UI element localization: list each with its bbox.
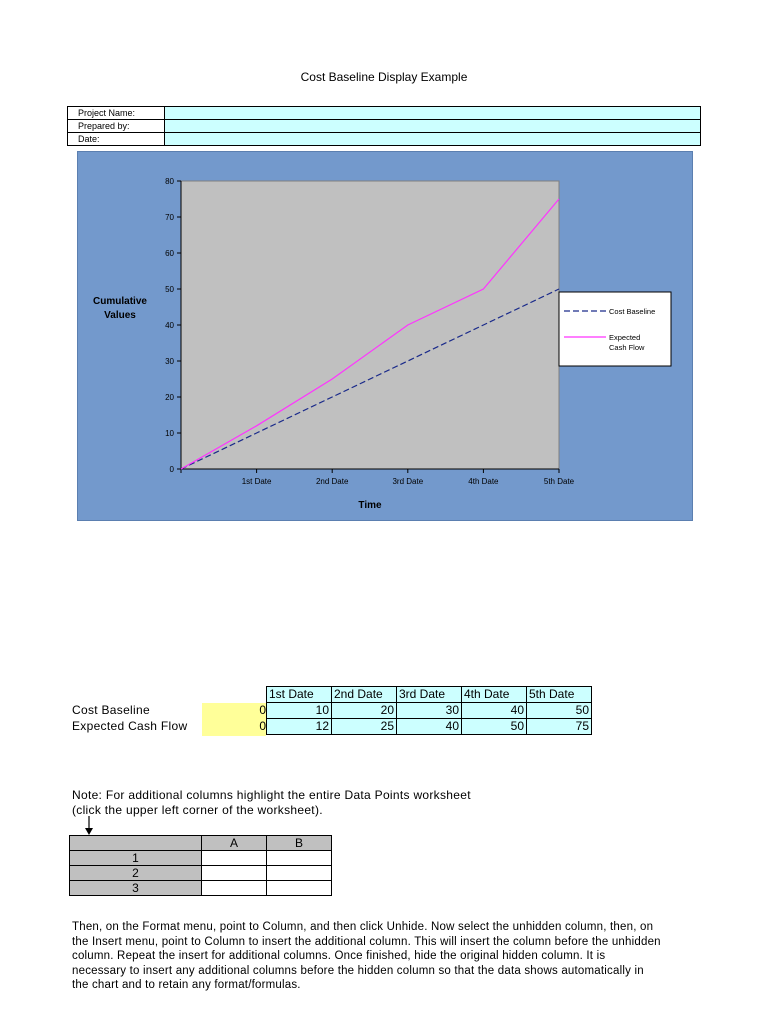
x-tick-label: 4th Date xyxy=(468,477,499,486)
y-tick-label: 0 xyxy=(169,465,174,474)
x-tick-label: 5th Date xyxy=(543,477,575,486)
cost-baseline-row-label: Cost Baseline xyxy=(72,703,150,717)
y-tick-label: 70 xyxy=(165,213,174,222)
sheet-cell[interactable] xyxy=(267,881,332,896)
date-label: Date: xyxy=(68,133,165,146)
sheet-cell[interactable] xyxy=(202,881,267,896)
legend-label-1-line2: Cash Flow xyxy=(609,343,645,352)
row-header[interactable]: 1 xyxy=(70,851,202,866)
prepared-by-field[interactable] xyxy=(165,120,701,133)
data-cell[interactable]: 30 xyxy=(397,703,462,719)
page-title: Cost Baseline Display Example xyxy=(300,70,468,84)
sheet-cell[interactable] xyxy=(267,866,332,881)
data-cell[interactable]: 40 xyxy=(462,703,527,719)
data-cell[interactable]: 75 xyxy=(527,719,592,735)
column-header-b[interactable]: B xyxy=(267,836,332,851)
sheet-cell[interactable] xyxy=(202,851,267,866)
data-cell[interactable]: 10 xyxy=(267,703,332,719)
project-name-field[interactable] xyxy=(165,107,701,120)
select-all-corner[interactable] xyxy=(70,836,202,851)
sheet-cell[interactable] xyxy=(202,866,267,881)
worksheet-illustration xyxy=(69,835,332,896)
legend-box xyxy=(559,292,671,366)
sheet-cell[interactable] xyxy=(267,851,332,866)
legend-label-0: Cost Baseline xyxy=(609,307,656,316)
header-cell[interactable]: 4th Date xyxy=(462,687,527,703)
project-name-label: Project Name: xyxy=(68,107,165,120)
column-header-a[interactable]: A xyxy=(202,836,267,851)
data-cell[interactable]: 50 xyxy=(527,703,592,719)
note-line-1: Note: For additional columns highlight the entire Data Points worksheet xyxy=(72,788,471,802)
project-info-table xyxy=(67,106,701,146)
header-cell[interactable]: 2nd Date xyxy=(332,687,397,703)
y-tick-label: 30 xyxy=(165,357,174,366)
y-tick-label: 10 xyxy=(165,429,174,438)
data-cell[interactable]: 12 xyxy=(267,719,332,735)
expected-cash-flow-row-label: Expected Cash Flow xyxy=(72,719,188,733)
note-line-2: (click the upper left corner of the worksheet). xyxy=(72,803,323,817)
header-cell[interactable]: 1st Date xyxy=(267,687,332,703)
data-cell[interactable]: 25 xyxy=(332,719,397,735)
y-axis-label: Cumulative xyxy=(93,296,147,307)
prepared-by-label: Prepared by: xyxy=(68,120,165,133)
y-tick-label: 20 xyxy=(165,393,174,402)
header-cell[interactable]: 3rd Date xyxy=(397,687,462,703)
cost-baseline-zero[interactable]: 0 xyxy=(259,703,266,717)
data-cell[interactable]: 50 xyxy=(462,719,527,735)
y-tick-label: 40 xyxy=(165,321,174,330)
x-axis-label: Time xyxy=(358,500,382,511)
y-tick-label: 60 xyxy=(165,249,174,258)
expected-cash-flow-zero[interactable]: 0 xyxy=(259,719,266,733)
date-field[interactable] xyxy=(165,133,701,146)
data-cell[interactable]: 40 xyxy=(397,719,462,735)
y-tick-label: 80 xyxy=(165,177,174,186)
x-tick-label: 1st Date xyxy=(241,477,272,486)
data-cell[interactable]: 20 xyxy=(332,703,397,719)
data-points-table xyxy=(266,686,592,735)
note-text xyxy=(72,788,471,818)
arrow-down-icon xyxy=(84,816,94,836)
header-cell[interactable]: 5th Date xyxy=(527,687,592,703)
y-axis-label-line2: Values xyxy=(104,310,136,321)
row-header[interactable]: 2 xyxy=(70,866,202,881)
x-tick-label: 3rd Date xyxy=(392,477,424,486)
y-tick-label: 50 xyxy=(165,285,174,294)
row-header[interactable]: 3 xyxy=(70,881,202,896)
legend-label-1: Expected xyxy=(609,333,641,342)
x-tick-label: 2nd Date xyxy=(315,477,349,486)
chart-frame[interactable] xyxy=(77,151,693,521)
plot-area xyxy=(181,181,559,469)
instructions-text: Then, on the Format menu, point to Column, and then click Unhide. Now select the unhidden column, then, on the Insert menu, point to Column to insert the additional column. This will insert the column before the unhidden column. Repeat the insert for additional columns. Once finished, hide the original hidden column. It is necessary to insert any additional columns before the hidden column so that the data shows automatically in the chart and to retain any format/formulas. xyxy=(72,921,661,991)
cost-baseline-chart xyxy=(78,152,692,520)
